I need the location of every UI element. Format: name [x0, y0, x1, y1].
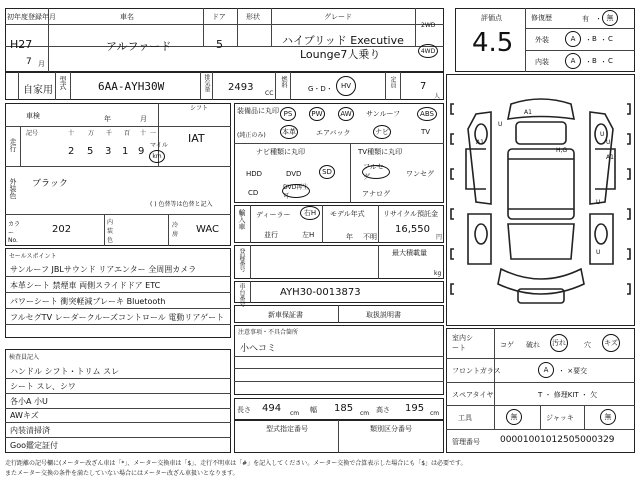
grade-line1: ハイブリッド Executive	[282, 34, 404, 47]
navi-type-label: ナビ種類に丸印	[256, 148, 305, 156]
car-name-label: 車名	[120, 13, 134, 21]
mileage-unit-mile: マイル	[150, 142, 168, 149]
memo-label-0: 記号	[26, 130, 39, 137]
inspection-month-unit: 月	[140, 115, 147, 123]
tv-analog: アナログ	[362, 190, 390, 198]
width-value: 185	[334, 403, 354, 414]
color-no-label: カラーNo.	[8, 221, 21, 244]
grade-line2: Lounge7人乗り	[300, 48, 381, 61]
memo-label-5: 十	[140, 130, 147, 137]
memo-label-3: 千	[106, 130, 113, 137]
type-number-label: 型式指定番号	[266, 425, 308, 433]
model-label: 型式	[59, 76, 67, 90]
mileage-unit-km: km	[149, 150, 165, 163]
inspector-line: 内装清掃済	[10, 426, 50, 435]
seat-scratch: キズ	[602, 334, 620, 352]
color-no-value: 202	[52, 224, 72, 235]
drive-2wd: 2WD	[421, 22, 436, 29]
model-year-label: モデル年式	[330, 210, 365, 218]
memo-label-6: 一	[150, 130, 157, 137]
length-label: 長さ	[237, 406, 251, 414]
int-color-label: 内装色	[107, 219, 114, 244]
recycle-value: 16,550	[395, 224, 430, 235]
equipment-label: 装備品に丸印	[237, 107, 279, 115]
manual: 取扱説明書	[366, 311, 401, 319]
windshield-label: フロントガラス	[452, 367, 501, 375]
interior-c: C	[608, 57, 613, 65]
height-value: 195	[405, 403, 425, 414]
aircon-value: WAC	[196, 224, 219, 235]
interior-b: B	[592, 57, 597, 65]
warranty-box	[234, 305, 444, 323]
damage-label: H,G	[556, 147, 568, 154]
max-load-label: 最大積載量	[392, 249, 427, 257]
equip-ps: PS	[280, 107, 296, 121]
reg-year: H27	[10, 38, 33, 51]
drive-4wd: 4WD	[418, 44, 438, 58]
door-label: ドア	[212, 13, 226, 21]
capacity-value: 7	[420, 81, 427, 92]
color-label: 外装色	[9, 178, 17, 199]
aircon-label: 冷房	[172, 222, 179, 238]
inspector-line: 各小A 小U	[10, 397, 48, 406]
import-right-h: 右H	[300, 206, 320, 220]
navi-dvd-play: DVD再生可	[283, 184, 309, 200]
inspector-line: ハンドル シフト・トリム スレ	[10, 367, 120, 376]
damage-label: A1	[606, 154, 614, 161]
repair-label: 修復歴	[531, 14, 552, 22]
mgmt-number: 00001001012505000329	[500, 435, 615, 445]
equipment-sub: (純正のみ)	[237, 132, 266, 139]
equip-aw: AW	[338, 107, 354, 121]
inspector-line: Goo鑑定証付	[10, 441, 58, 450]
equip-airbag: エアバック	[316, 129, 351, 137]
repair-no: 無	[602, 10, 618, 26]
navi-sd: SD	[319, 165, 335, 179]
color-value: ブラック	[32, 179, 68, 189]
exterior-a: A	[565, 31, 581, 47]
damage-label: U	[498, 121, 503, 128]
sales-line: フルセグTV レーダークルーズコントロール 電動リアゲート	[10, 313, 225, 322]
capacity-label: 定員	[389, 76, 396, 88]
mileage-label: 走行	[9, 138, 17, 152]
cc-unit: CC	[265, 90, 274, 97]
notes-text: 小ヘコミ	[240, 344, 277, 354]
navi-hdd: HDD	[246, 170, 263, 178]
inspector-line: AWキズ	[10, 411, 39, 420]
damage-label: A1	[524, 109, 532, 116]
first-reg-label: 初年度登録年月	[7, 13, 56, 21]
seat-koge: コゲ	[500, 341, 514, 349]
fuel-hv: HV	[336, 76, 356, 96]
interior-seat-label: 室内シート	[452, 334, 473, 352]
interior-label: 内装	[535, 58, 549, 66]
car-diagram	[446, 74, 635, 326]
mileage-digit: 2	[68, 146, 75, 157]
use-type: 自家用	[23, 85, 53, 96]
navi-dvd: DVD	[286, 170, 302, 178]
displacement-label: 排気量	[203, 74, 210, 92]
equip-leather: 本革	[280, 125, 298, 139]
spare-items: T ・ 修理KIT ・ 欠	[538, 391, 598, 399]
length-value: 494	[262, 403, 282, 414]
width-label: 幅	[310, 406, 317, 414]
repair-yes: 有	[582, 15, 589, 23]
sales-line: サンルーフ JBLサウンド リアエンター 全周囲カメラ	[10, 265, 197, 274]
mileage-digit: 5	[87, 146, 94, 157]
damage-label: U	[596, 199, 601, 206]
memo-label-4: 百	[124, 130, 131, 137]
shape-label: 形状	[246, 13, 260, 21]
memo-label-2: 万	[88, 130, 95, 137]
shift-value: IAT	[188, 132, 205, 145]
exterior-b: B	[592, 35, 597, 43]
fuel-label: 燃料	[280, 76, 287, 88]
score-label: 評価点	[481, 14, 502, 22]
tools-label: 工具	[458, 414, 472, 422]
equip-navi: ナビ	[373, 125, 391, 139]
score-value: 4.5	[472, 28, 514, 58]
sales-line: パワーシート 衝突軽減ブレーキ Bluetooth	[10, 297, 166, 306]
displacement-value: 2493	[228, 82, 254, 93]
grade-label: グレード	[324, 13, 352, 21]
footer-line2: またメーター交換の条件を満たしていない場合にはメーター改ざん車扱いとなります。	[5, 470, 239, 477]
inspection-label: 車検	[26, 112, 40, 120]
jack-label: ジャッキ	[546, 414, 574, 422]
color-note: ( ) 色替等は色替と記入	[150, 201, 213, 208]
equip-abs: ABS	[417, 107, 437, 121]
mileage-digit: 1	[122, 146, 129, 157]
inspector-line: シート スレ、シワ	[10, 382, 76, 391]
reg-number-label: 登録番号	[238, 248, 245, 272]
model-year-unit: 年	[346, 233, 353, 241]
jack-value: 無	[600, 409, 616, 425]
height-unit: cm	[430, 410, 440, 417]
tv-type-label: TV種類に丸印	[358, 148, 403, 156]
exterior-label: 外装	[535, 36, 549, 44]
notes-label: 注意事項・不具合箇所	[238, 329, 299, 336]
mgmt-label: 管理番号	[452, 438, 480, 446]
equip-sunroof: サンルーフ	[366, 110, 401, 118]
damage-label: U	[606, 139, 611, 146]
model-value: 6AA-AYH30W	[98, 80, 165, 93]
reg-month-unit: 月	[38, 60, 45, 68]
import-left-h: 左H	[302, 231, 315, 239]
inspector-label: 検査員記入	[9, 354, 40, 361]
new-warranty: 新車保証書	[268, 311, 303, 319]
max-load-unit: kg	[434, 270, 442, 277]
class-number-label: 類別区分番号	[370, 425, 412, 433]
recycle-label: リサイクル預託金	[383, 210, 439, 218]
seat-hole: 穴	[584, 341, 591, 349]
damage-label: U	[600, 131, 605, 138]
import-dealer: ディーラー	[256, 211, 291, 219]
memo-label-1: 十	[68, 130, 75, 137]
chassis-value: AYH30-0013873	[280, 287, 361, 298]
car-name: アルファード	[106, 40, 172, 53]
tv-fullseg: フルセグ	[362, 165, 390, 179]
height-label: 高さ	[376, 406, 390, 414]
sales-line: 本革シート 禁煙車 両側スライドドア ETC	[10, 281, 161, 290]
length-unit: cm	[290, 410, 300, 417]
spare-label: スペアタイヤ	[452, 391, 494, 399]
seat-stain: 汚れ	[550, 334, 568, 352]
windshield-x: ・ ×要交	[558, 367, 588, 375]
damage-label: U	[596, 249, 601, 256]
exterior-c: C	[608, 35, 613, 43]
fuel-options: G・D・	[308, 85, 333, 93]
tv-oneseg: ワンセグ	[406, 170, 434, 178]
width-unit: cm	[360, 410, 370, 417]
reg-month: 7	[26, 57, 32, 67]
mileage-digit: 9	[138, 146, 145, 157]
navi-cd: CD	[248, 189, 259, 197]
seat-tear: 破れ	[526, 341, 540, 349]
damage-label: A1	[476, 139, 484, 146]
inspection-year-unit: 年	[104, 115, 111, 123]
footer-line1: 走行距離の記号欄に(メーター改ざん車は「*」、メーター交換車は「$」、走行不明車は「#」を記入してください。メーター交換で合算表示した場合にも「$」は必要です。	[5, 460, 467, 467]
mileage-digit: 3	[105, 146, 112, 157]
chassis-label: 車台番号	[238, 283, 245, 307]
import-parallel: 並行	[264, 231, 278, 239]
windshield-a: A	[538, 362, 554, 378]
door-count: 5	[216, 38, 223, 51]
capacity-unit: 人	[434, 93, 441, 100]
import-label: 輸入車	[238, 209, 246, 230]
tools-value: 無	[506, 409, 522, 425]
interior-a: A	[565, 53, 581, 69]
shift-label: シフト	[190, 105, 209, 112]
equip-pw: PW	[309, 107, 325, 121]
model-year-unknown: 不明	[363, 233, 377, 241]
equip-tv: TV	[421, 128, 431, 136]
sales-points-label: セールスポイント	[9, 253, 57, 260]
recycle-yen: 円	[436, 234, 443, 241]
